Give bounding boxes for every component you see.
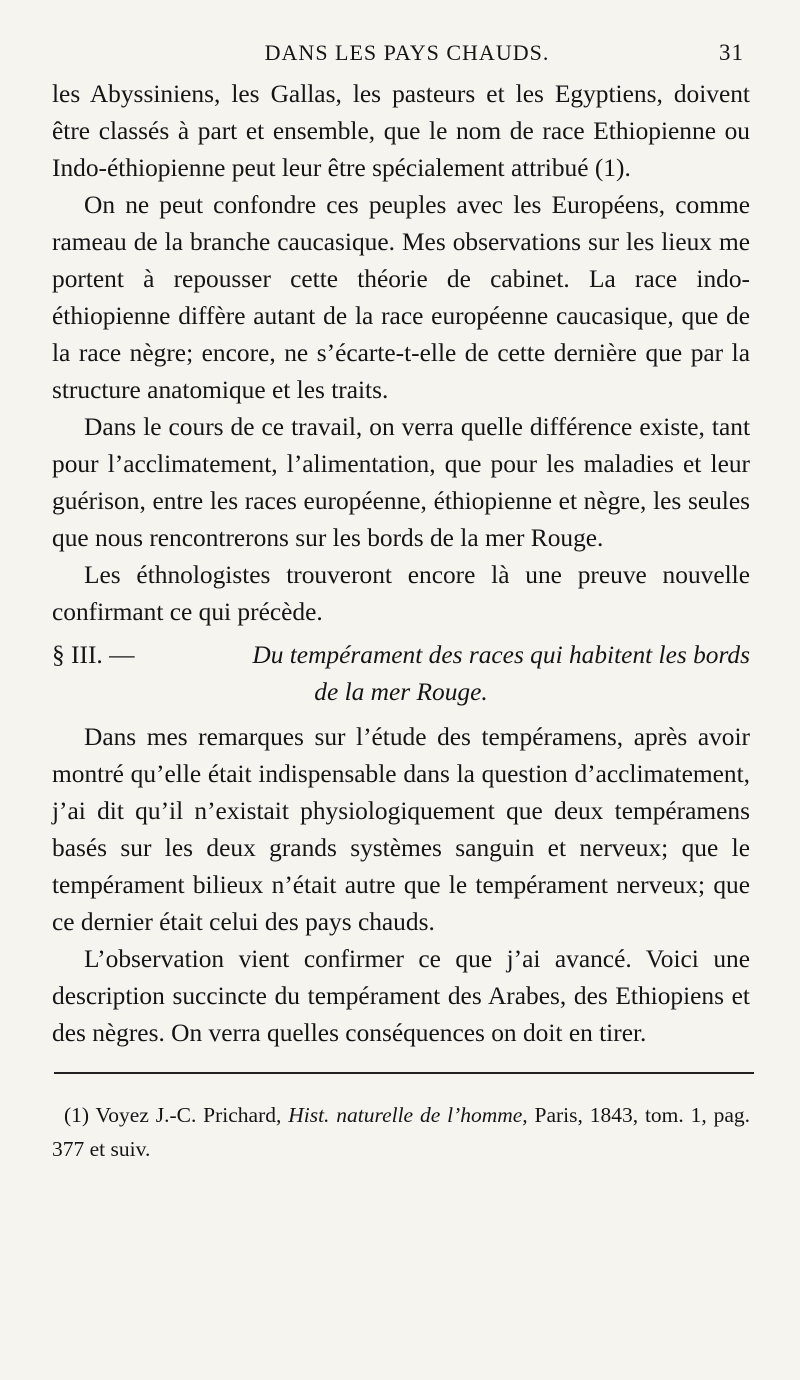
running-head: [52, 40, 750, 76]
section-title-line-2: de la mer Rouge.: [314, 678, 488, 706]
running-title: DANS LES PAYS CHAUDS.: [264, 40, 550, 65]
paragraph-3: Dans le cours de ce travail, on verra quelle différence existe, tant pour l’acclimatement, l’alimentation, que pour les maladies et leur guérison, entre les races européenne, éthiopienne et nègre, les seules que nous rencontrerons sur les bords de la mer Rouge.: [52, 413, 750, 552]
main-text: [52, 76, 750, 1052]
paragraph-2: On ne peut confondre ces peuples avec les Européens, comme rameau de la branche caucasique. Mes observations sur les lieux me portent à repousser cette théorie de cabinet. La race indo-éthiopienne diffère autant de la race européenne caucasique, que de la race nègre; encore, ne s’écarte-t-elle de cette dernière que par la structure anatomique et les traits.: [52, 191, 750, 404]
paragraph-1: les Abyssiniens, les Gallas, les pasteurs et les Egyptiens, doivent être classés à part et ensemble, que le nom de race Ethiopienne ou Indo-éthiopienne peut leur être spécialement attribué (1).: [52, 80, 750, 182]
footnote-suffix: Paris, 1843, tom. 1, pag. 377 et suiv.: [52, 1103, 751, 1161]
footnote: [52, 1098, 750, 1166]
section-heading: [52, 637, 750, 711]
paragraph-5: Dans mes remarques sur l’étude des tempéramens, après avoir montré qu’elle était indispensable dans la question d’acclimatement, j’ai dit qu’il n’existait physiologiquement que deux tempéramens basés sur les deux grands systèmes sanguin et nerveux; que le tempérament bilieux n’était autre que le tempérament nerveux; que ce dernier était celui des pays chauds.: [52, 723, 750, 936]
paragraph-4: Les éthnologistes trouveront encore là une preuve nouvelle confirmant ce qui précède.: [52, 561, 750, 626]
section-title-line-1: Du tempérament des races qui habitent les bords: [252, 641, 750, 669]
footnote-rule: [54, 1072, 754, 1074]
page-number: 31: [719, 40, 744, 65]
section-number: § III. —: [52, 641, 135, 669]
paragraph-6: L’observation vient confirmer ce que j’ai avancé. Voici une description succincte du tempérament des Arabes, des Ethiopiens et des nègres. On verra quelles conséquences on doit en tirer.: [52, 945, 750, 1047]
footnote-title: Hist. naturelle de l’homme,: [288, 1103, 528, 1127]
footnote-prefix: (1) Voyez J.-C. Prichard,: [64, 1103, 289, 1127]
